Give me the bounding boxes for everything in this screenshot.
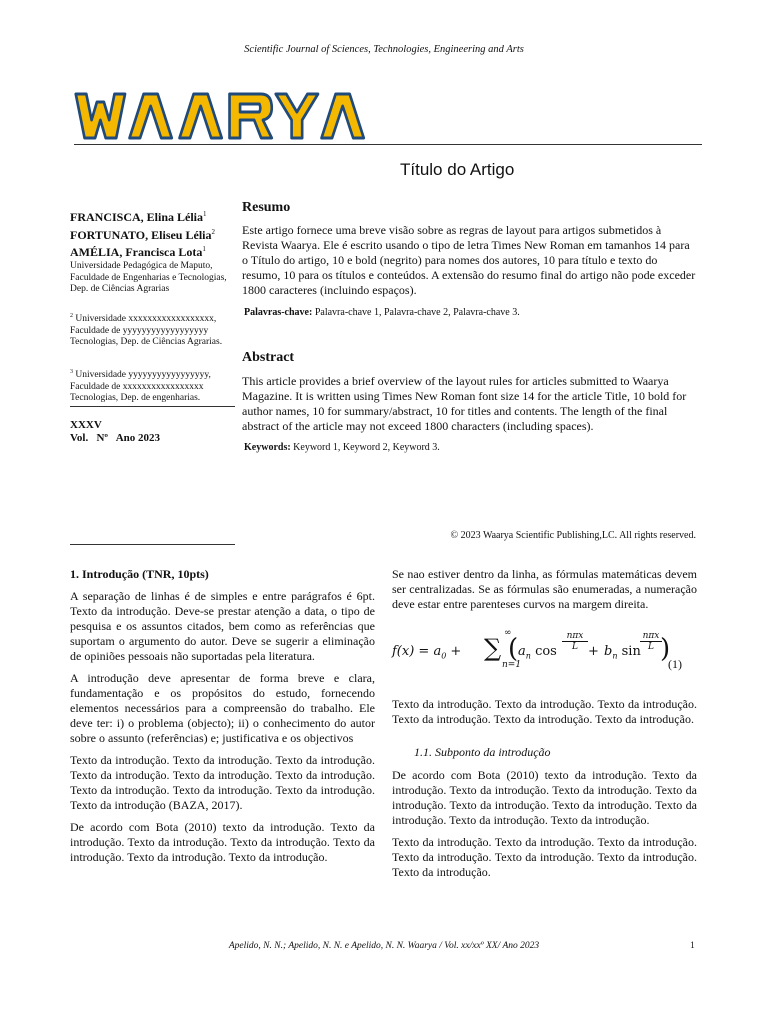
header-divider [74, 144, 702, 145]
right-paren: ) [660, 634, 671, 664]
journal-name: Scientific Journal of Sciences, Technologies, Engineering and Arts [244, 44, 524, 55]
author-2: FORTUNATO, Eliseu Lélia$^2$ [70, 227, 215, 242]
affiliation-3: $^3$ Universidade yyyyyyyyyyyyyyyyy, Faculdade de xxxxxxxxxxxxxxxxx Tecnologias, Dep. de engenharias. [70, 369, 211, 404]
volume-info [70, 419, 160, 445]
summation-lower: n=1 [502, 660, 522, 670]
left-paren: ( [508, 634, 519, 664]
affiliation-2: $^2$ Universidade xxxxxxxxxxxxxxxxxx, Faculdade de yyyyyyyyyyyyyyyyyy Tecnologias, Dep. de Ciências Agrarias. [70, 313, 223, 348]
math-formula [392, 628, 697, 676]
author-3: AMÉLIA, Francisca Lota$^1$ [70, 245, 206, 259]
author-1: FRANCISCA, Elina Lélia$^1$ [70, 210, 207, 224]
copyright-notice: © 2023 Waarya Scientific Publishing,LC. All rights reserved. [450, 530, 696, 541]
resumo-text: Este artigo fornece uma breve visão sobre as regras de layout para artigos submetidos à Revista Waarya. Ele é escrito usando o tipo de letra Times New Roman em tamanhos 14 para o Título do artigo, 10 e bold (negrito) para nomes dos autores, 10 para título e texto do resumo, 10 para os títulos e conteúdos. A extensão do resumo final do artigo não pode exceder 1800 caracteres (incluindo espaços). [242, 223, 696, 297]
logo-letters [76, 94, 364, 138]
abstract-text: This article provides a brief overview of the layout rules for articles submitted to Waarya Magazine. It is written using Times New Roman font size 14 for the article Title, 10 bold for author names, 10 for summary/abstract, 10 for titles and contents. The length of the final abstract of the article may not exceed 1800 characters (including spaces). [242, 374, 687, 433]
fraction-1: nπx L [562, 631, 588, 652]
subsection-heading: 1.1. Subponto da introdução [414, 745, 551, 759]
author-list [70, 207, 240, 260]
logo-letter [130, 94, 172, 138]
plus-sign: + [588, 644, 599, 659]
waarya-logo [74, 90, 370, 142]
logo-letter [276, 94, 318, 138]
affiliation-divider [70, 406, 235, 407]
logo-letter [76, 94, 125, 138]
logo-letter [230, 94, 272, 138]
intro-paragraph: A introdução deve apresentar de forma breve e clara, fundamentação e os propósitos do estudo, fornecendo elementos necessários para a compreensão do trabalho. Ele deve ter: i) o problema (objecto); ii) o conhecimento do autor sobre o assunto (referências) e; justificativa e os objectivos [70, 671, 375, 745]
page-number: 1 [690, 941, 695, 951]
abstract-heading: Abstract [242, 350, 295, 365]
article-title: Título do Artigo [400, 160, 515, 179]
right-column [392, 697, 697, 887]
volume-year: Vol. Nº Ano 2023 [70, 432, 161, 444]
abstract-keywords: Keywords: Keyword 1, Keyword 2, Keyword 3. [244, 442, 440, 453]
term-b: $b_n$ sin [604, 644, 641, 661]
text-paragraph: De acordo com Bota (2010) texto da introdução. Texto da introdução. Texto da introdução. Texto da introdução. Texto da introdução. Texto da introdução. Texto da introdução. Texto da introdução. Texto da introdução. Texto da introdução. [392, 768, 697, 827]
volume-number: XXXV [70, 419, 102, 431]
resumo-heading: Resumo [242, 200, 291, 215]
intro-paragraph: A separação de linhas é de simples e entre parágrafos é 6pt. Texto da introdução. Deve-se prestar atenção a data, o tipo de pesquisa e os assuntos citados, bem como as referências que suportam o argumento do autor. Deve se sugerir a eliminação de opiniões pessoais não suportadas pela literatura. [70, 589, 375, 663]
left-divider [70, 544, 235, 545]
footer-citation: Apelido, N. N.; Apelido, N. N. e Apelido, N. N. Waarya / Vol. xx/xxº XX/ Ano 2023 [228, 941, 540, 951]
intro-heading: 1. Introdução (TNR, 10pts) [70, 567, 209, 581]
formula-lhs: $f(x) = a_0$ + [392, 644, 462, 661]
fraction-2: nπx L [640, 631, 662, 652]
term-a: $a_n$ cos [518, 644, 557, 661]
logo-letter [180, 94, 222, 138]
summation-upper: ∞ [504, 628, 512, 638]
left-column [70, 567, 375, 872]
intro-paragraph: Texto da introdução. Texto da introdução. Texto da introdução. Texto da introdução. Texto da introdução. Texto da introdução. Texto da introdução. Texto da introdução. Texto da introdução. Texto da introdução (BAZA, 2017). [70, 753, 375, 812]
formula-intro [392, 567, 697, 619]
affiliation-1: Universidade Pedagógica de Maputo, Faculdade de Engenharias e Tecnologias, Dep. de Ciências Agrarias [70, 261, 227, 295]
logo-letter [322, 94, 364, 138]
summation-symbol: ∑ [484, 634, 502, 662]
formula-paragraph: Se nao estiver dentro da linha, as fórmulas matemáticas devem ser centralizadas. Se as fórmulas são enumeradas, a numeração deve estar entre parenteses curvos na margem direita. [392, 567, 697, 611]
text-paragraph: Texto da introdução. Texto da introdução. Texto da introdução. Texto da introdução. Texto da introdução. Texto da introdução. [392, 697, 697, 726]
equation-number: (1) [668, 657, 682, 671]
text-paragraph: Texto da introdução. Texto da introdução. Texto da introdução. Texto da introdução. Texto da introdução. Texto da introdução. Texto da introdução. [392, 835, 697, 879]
resumo-keywords: Palavras-chave: Palavra-chave 1, Palavra-chave 2, Palavra-chave 3. [244, 307, 520, 318]
intro-paragraph: De acordo com Bota (2010) texto da introdução. Texto da introdução. Texto da introdução. Texto da introdução. Texto da introdução. Texto da introdução. Texto da introdução. [70, 820, 375, 864]
